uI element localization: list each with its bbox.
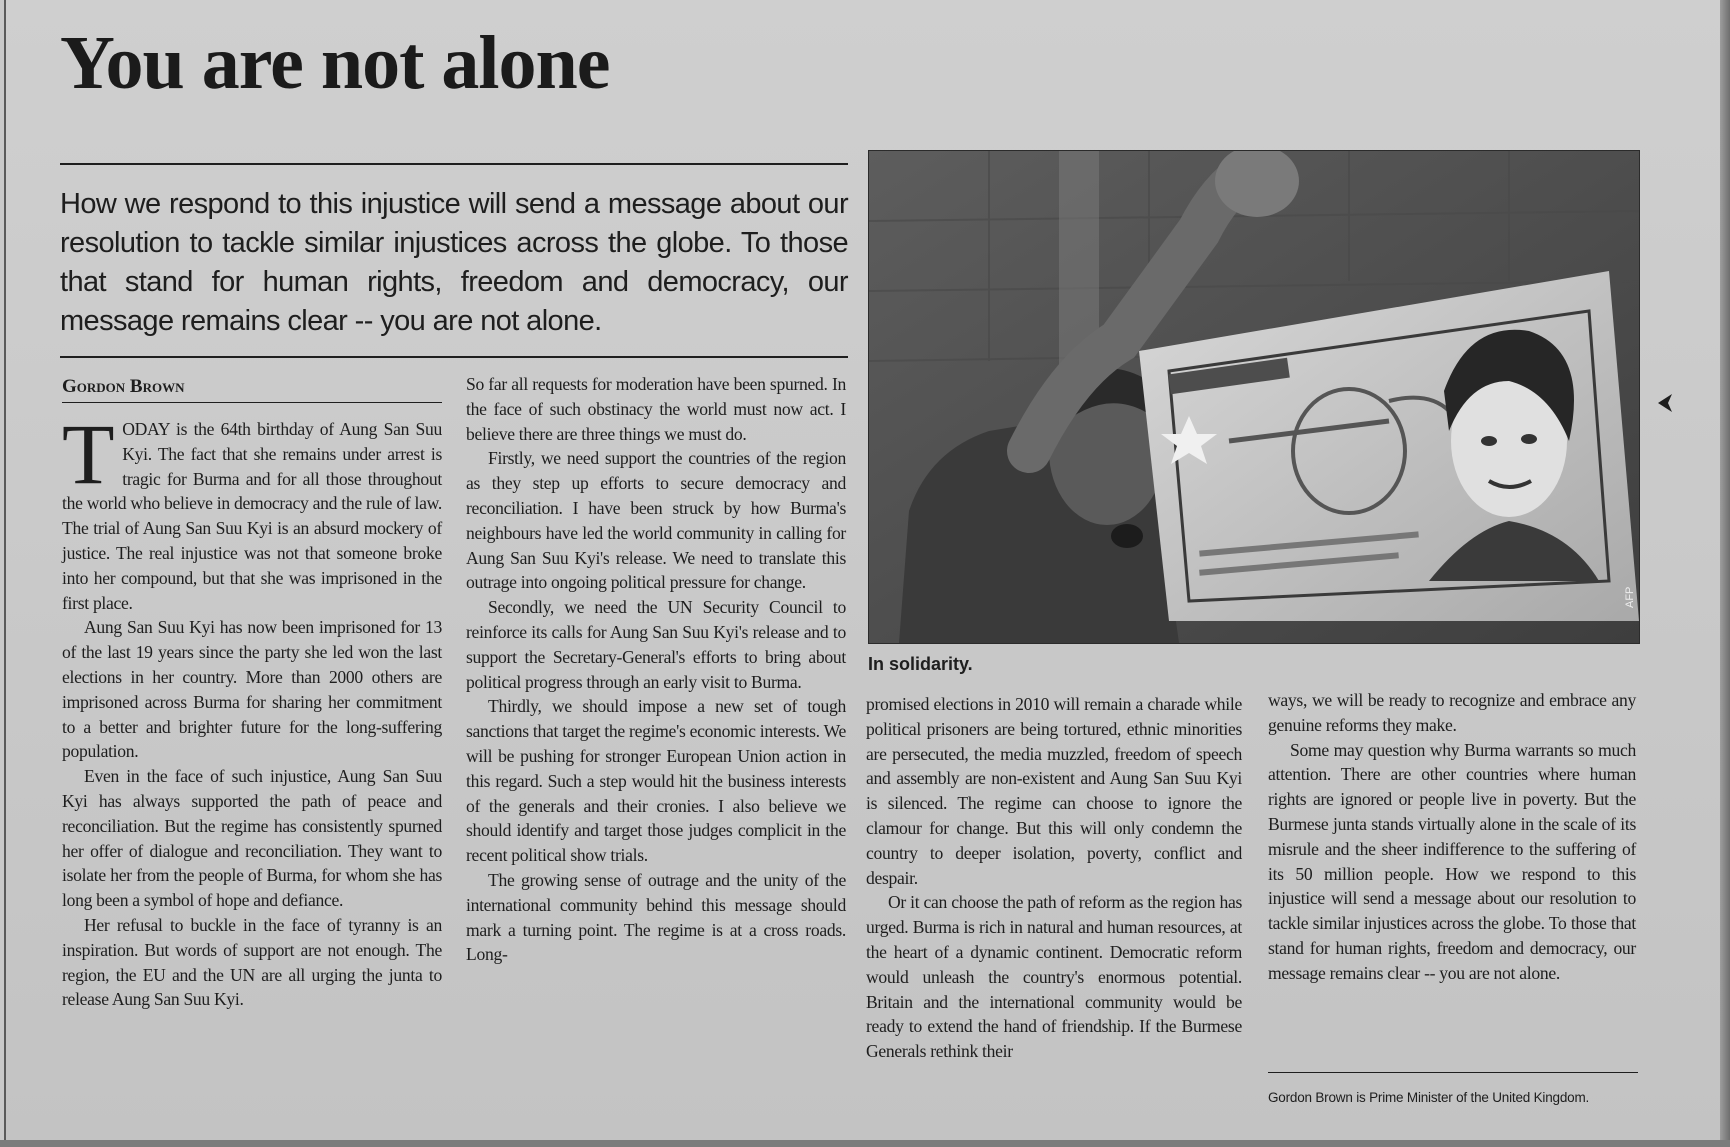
article-paragraph: The growing sense of outrage and the unity of the international community behind this message should mark a turning point. The regime is at a cross roads. Long-: [466, 869, 846, 965]
article-paragraph: So far all requests for moderation have been spurned. In the face of such obstinacy the world must now act. I believe there are three things we must do.: [466, 374, 846, 444]
margin-arrow-icon: [1656, 392, 1674, 414]
article-column-2: [466, 372, 846, 967]
article-paragraph: Aung San Suu Kyi has now been imprisoned for 13 of the last 19 years since the party she led won the last elections in her country. More than 2000 others are imprisoned across Burma for sharing her commitment to a better and brighter future for the long-suffering population.: [62, 617, 442, 762]
author-note: Gordon Brown is Prime Minister of the United Kingdom.: [1268, 1090, 1590, 1105]
photo-caption: In solidarity.: [868, 654, 973, 674]
article-paragraph: promised elections in 2010 will remain a charade while political prisoners are being tortured, ethnic minorities are persecuted, the media muzzled, freedom of speech and assembly are non-existent and Aung San Suu Kyi is silenced. The regime can choose to ignore the clamour for change. But this will only condemn the country to deeper isolation, poverty, conflict and despair.: [866, 694, 1242, 888]
headline: You are not alone: [60, 21, 610, 105]
standfirst: How we respond to this injustice will send a message about our resolution to tackle similar injustices across the globe. To those that stand for human rights, freedom and democracy, our message remains clear -- you are not alone.: [60, 188, 848, 337]
drop-cap: T: [62, 406, 115, 502]
article-paragraph: TODAY is the 64th birthday of Aung San Suu Kyi. The fact that she remains under arrest is tragic for Burma and for all those throughout the world who believe in democracy and the rule of law. The trial of Aung San Suu Kyi is an absurd mockery of justice. The real injustice was not that someone broke into her compound, but that she was imprisoned in the first place.: [62, 406, 442, 613]
article-paragraph: Some may question why Burma warrants so much attention. There are other countries where human rights are ignored or people live in poverty. But the Burmese junta stands virtually alone in the scale of its misrule and the sheer indifference to the suffering of its 50 million people. How we respond to this injustice will send a message about our resolution to tackle similar injustices across the globe. To those that stand for human rights, freedom and democracy, our message remains clear -- you are not alone.: [1268, 739, 1636, 983]
protester-photo-illustration: [869, 151, 1639, 643]
article-paragraph: Her refusal to buckle in the face of tyranny is an inspiration. But words of support are not enough. The region, the EU and the UN are all urging the junta to release Aung San Suu Kyi.: [62, 914, 442, 1010]
byline: Gordon Brown: [62, 376, 185, 397]
article-paragraph: Or it can choose the path of reform as the region has urged. Burma is rich in natural and human resources, at the heart of a dynamic continent. Democratic reform would unleash the country's enormous potential. Britain and the international community would be ready to extend the hand of friendship. If the Burmese Generals rethink their: [866, 892, 1242, 1062]
page-fold-shadow: [1720, 0, 1730, 1147]
standfirst-top-rule: [60, 163, 848, 165]
article-paragraph: Even in the face of such injustice, Aung San Suu Kyi has always supported the path of peace and reconciliation. But the regime has consistently spurned her offer of dialogue and reconciliation. They want to isolate her from the people of Burma, for whom she has long been a symbol of hope and defiance.: [62, 766, 442, 911]
byline-rule: [62, 402, 442, 403]
standfirst-bottom-rule: [60, 356, 848, 358]
article-paragraph: ways, we will be ready to recognize and embrace any genuine reforms they make.: [1268, 690, 1636, 735]
news-photo: [868, 150, 1640, 644]
page-bottom-edge: [0, 1140, 1730, 1147]
article-column-4: [1268, 688, 1636, 986]
article-paragraph: Firstly, we need support the countries of the region as they step up efforts to secure democracy and reconciliation. I have been struck by how Burma's neighbours have led the world community in calling for Aung San Suu Kyi's release. We need to translate this outrage into ongoing political pressure for change.: [466, 448, 846, 593]
photo-credit: AFP: [1624, 586, 1636, 608]
article-column-3: [866, 692, 1242, 1064]
article-column-1: [62, 406, 442, 1012]
article-paragraph: Thirdly, we should impose a new set of tough sanctions that target the regime's economic interests. We will be pushing for stronger European Union action in this regard. Such a step would hit the business interests of the generals and their cronies. I also believe we should identify and target those judges complicit in the recent political show trials.: [466, 696, 846, 866]
article-paragraph: Secondly, we need the UN Security Council to reinforce its calls for Aung San Suu Kyi's release and to support the Secretary-General's efforts to bring about political progress through an early visit to Burma.: [466, 597, 846, 692]
author-note-rule: [1268, 1072, 1638, 1073]
